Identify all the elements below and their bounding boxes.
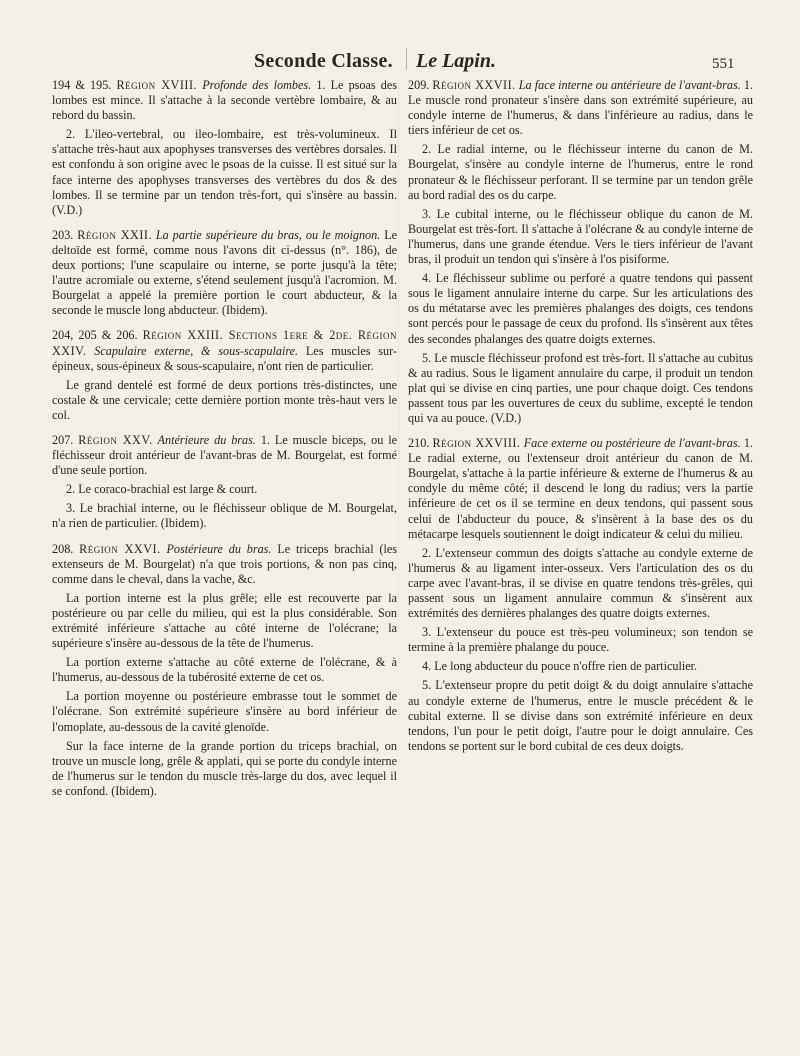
region-section — [408, 436, 753, 754]
region-title: La face interne ou antérieure de l'avant-bras. — [518, 78, 741, 92]
region-paragraph — [52, 501, 397, 531]
region-number: 203. — [52, 227, 74, 242]
paragraph-text: 5. Le muscle fléchisseur profond est très-fort. Il s'attache au cubitus & au radius. Sous le ligament annulaire du carpe, il produit un tendon plat qui se divise en cinq parties, une pour chaque doigt. Ces tendons passent tous par les ouvertures de ceux du sublime, excepté le tendon qui va au pouce. (V.D.) — [408, 350, 753, 425]
paragraph-text: Le deltoïde est formé, comme nous l'avons dit ci-dessus (n°. 186), de deux portions; l'une scapulaire ou interne, se porte jusqu'à la tête; l'autre acromiale ou externe, s'étend seulement jusqu'à l'acromion. M. Bourgelat a appelé la première portion le court abducteur, & la seconde le muscle long abducteur. (Ibidem). — [52, 227, 398, 318]
region-paragraph — [408, 546, 753, 621]
paragraph-text: 3. Le brachial interne, ou le fléchisseur oblique de M. Bourgelat, n'a rien de particulier. (Ibidem). — [52, 501, 397, 531]
region-section — [52, 228, 397, 319]
region-section — [52, 433, 397, 532]
running-head-class: Seconde Classe. — [254, 50, 393, 72]
header-divider — [406, 48, 407, 70]
region-number: 204, 205 & 206. — [52, 328, 138, 343]
right-column — [408, 78, 753, 758]
paragraph-text: 2. L'extenseur commun des doigts s'attache au condyle externe de l'humerus & au ligament inter-osseux. Vers l'articulation des os du carpe avec l'avant-bras, il se divise en quatre tendons très-grêles, qui passent sous un ligament annulaire commun & s'insèrent aux extrémités des dernières phalanges des quatre doigts externes. — [408, 545, 753, 621]
region-lead-paragraph — [52, 228, 397, 319]
region-number: 207. — [52, 432, 74, 447]
region-number: 210. — [408, 436, 430, 451]
region-title: Postérieure du bras. — [166, 541, 272, 556]
region-label: Région XXIII. Sections 1ere & 2de. Région XXIV. — [52, 328, 398, 358]
region-paragraph — [52, 591, 397, 651]
region-paragraph — [52, 689, 397, 734]
region-paragraph — [408, 625, 753, 655]
paragraph-text: 1. Le muscle biceps, ou le fléchisseur droit antérieur de l'avant-bras de M. Bourgelat, est formé d'une seule portion. — [52, 432, 398, 478]
running-head-title: Le Lapin. — [416, 50, 496, 72]
region-paragraph — [408, 659, 753, 674]
paragraph-text: Le triceps brachial (les extenseurs de M. Bourgelat) n'a que trois portions, & non pas cinq, comme dans le cheval, dans la vache, &c. — [52, 541, 398, 586]
region-paragraph — [52, 127, 397, 218]
paragraph-text: 4. Le long abducteur du pouce n'offre rien de particulier. — [422, 659, 698, 674]
region-paragraph — [408, 678, 753, 753]
paragraph-text: 2. Le radial interne, ou le fléchisseur interne du canon de M. Bourgelat, s'insère au condyle interne de l'humerus, entre le rond pronateur & le fléchisseur perforant. Il se termine par un tendon grêle au bord radial des os du carpe. — [408, 142, 753, 202]
paragraph-text: 5. L'extenseur propre du petit doigt & du doigt annulaire s'attache au condyle externe de l'humerus, entre le muscle précédent & le cubital externe. Il se divise dans son extrémité inférieure en deux tendons, l'un pour le petit doigt, l'autre pour le doigt annulaire. Ces tendons se portent sur le bord cubital de ces deux doigts. — [408, 678, 753, 753]
region-lead-paragraph — [408, 436, 753, 542]
paragraph-text: La portion moyenne ou postérieure embrasse tout le sommet de l'olécrane. Son extrémité supérieure s'insère au bord inférieur de l'omoplate, au-dessous de la cavité glenoïde. — [52, 689, 397, 734]
region-title: Scapulaire externe, & sous-scapulaire. — [94, 343, 299, 358]
region-lead-paragraph — [52, 542, 397, 587]
region-label: Région XXVIII. — [432, 436, 521, 451]
paragraph-text: 2. Le coraco-brachial est large & court. — [66, 482, 258, 497]
paragraph-text: 3. Le cubital interne, ou le fléchisseur oblique du canon de M. Bourgelat est très-fort. Il s'attache à l'olécrane & au condyle interne de l'humerus, dans une grande étendue. Vers le tiers inférieur de l'avant bras, il produit un tendon qui s'insère à l'os pisiforme. — [408, 206, 753, 267]
region-paragraph — [408, 271, 753, 346]
region-label: Région XXVII. — [432, 78, 516, 92]
region-lead-paragraph — [52, 78, 397, 123]
paragraph-text: La portion interne est la plus grêle; elle est recouverte par la postérieure ou par celle du milieu, qui est la plus considérable. Son extrémité inférieure s'attache au côté interne de l'olécrane; la supérieure s'insère au-dessous de la tête de l'humerus. — [52, 590, 397, 651]
region-section — [52, 328, 397, 423]
region-section — [52, 542, 397, 800]
paragraph-text: 1. Le radial externe, ou l'extenseur droit antérieur du canon de M. Bourgelat, s'attache à la partie inférieure & externe de l'humerus & au condyle du même côté; il descend le long du radius; vers la partie inférieure de cet os il se termine en deux tendons, qui passent sous celui de l'abducteur du pouce, & s'insèrent à la base des os du métacarpe lesquels soutiennent le doigt indicateur & celui du milieu. — [408, 436, 753, 541]
region-title: Profonde des lombes. — [202, 78, 312, 92]
left-column — [52, 78, 397, 803]
paragraph-text: Le grand dentelé est formé de deux portions très-distinctes, une costale & une cervicale; cette dernière portion monte très-haut vers le col. — [52, 377, 397, 422]
region-title: La partie supérieure du bras, ou le moignon. — [155, 227, 381, 242]
page-number: 551 — [712, 56, 735, 72]
region-paragraph — [408, 142, 753, 202]
region-label: Région XXV. — [78, 432, 153, 447]
region-section — [408, 78, 753, 426]
paragraph-text: 3. L'extenseur du pouce est très-peu volumineux; son tendon se termine à la première phalange du pouce. — [408, 625, 753, 655]
region-label: Région XXII. — [77, 227, 152, 242]
paragraph-text: 1. Le muscle rond pronateur s'insère dans son extrémité supérieure, au condyle interne de l'humerus, & dans l'inférieure au radius, dans le tiers inférieur de cet os. — [408, 78, 753, 138]
region-title: Antérieure du bras. — [157, 432, 256, 447]
region-lead-paragraph — [52, 328, 397, 373]
region-paragraph — [52, 482, 397, 497]
region-number: 194 & 195. — [52, 78, 112, 92]
region-title: Face externe ou postérieure de l'avant-bras. — [523, 436, 741, 451]
paragraph-text: 2. L'ileo-vertebral, ou ileo-lombaire, est très-volumineux. Il s'attache très-haut aux apophyses transverses des vertèbres dorsales. Il est confondu à son origine avec le psoas de la cuisse. Il est situé sur la face interne des apophyses transverses des vertèbres du dos & des lombes. Il se termine par un tendon très-fort, qui s'insère au bassin. (V.D.) — [52, 127, 397, 217]
region-number: 209. — [408, 78, 430, 92]
region-paragraph — [52, 739, 397, 799]
region-paragraph — [52, 378, 397, 423]
region-paragraph — [408, 351, 753, 426]
column-gutter — [398, 86, 399, 1046]
region-label: Région XXVI. — [79, 541, 161, 556]
region-paragraph — [408, 207, 753, 267]
paragraph-text: Sur la face interne de la grande portion du triceps brachial, on trouve un muscle long, grêle & applati, qui se porte du condyle interne de l'humerus sur le tendon du muscle très-large du dos, avec lequel il se confond. (Ibidem). — [52, 738, 397, 798]
paragraph-text: 1. Le psoas des lombes est mince. Il s'attache à la seconde vertèbre lombaire, & au rebord du bassin. — [52, 78, 398, 123]
paragraph-text: 4. Le fléchisseur sublime ou perforé a quatre tendons qui passent sous le ligament annulaire interne du carpe. Sur les articulations des os du métatarse avec les premières phalanges des doigts, ces tendons sont percés pour le passage de ceux du profond. Ils s'insèrent aux têtes des secondes phalanges des quatre doigts externes. — [408, 271, 753, 346]
paragraph-text: Les muscles sur-épineux, sous-épineux & sous-scapulaire, n'ont rien de particulier. — [52, 343, 397, 373]
region-number: 208. — [52, 541, 74, 556]
paragraph-text: La portion externe s'attache au côté externe de l'olécrane, & à l'humerus, au-dessous de la tubérosité externe de cet os. — [52, 655, 397, 685]
region-lead-paragraph — [408, 78, 753, 138]
region-paragraph — [52, 655, 397, 685]
region-label: Région XVIII. — [116, 78, 198, 92]
region-section — [52, 78, 397, 218]
region-lead-paragraph — [52, 433, 397, 478]
